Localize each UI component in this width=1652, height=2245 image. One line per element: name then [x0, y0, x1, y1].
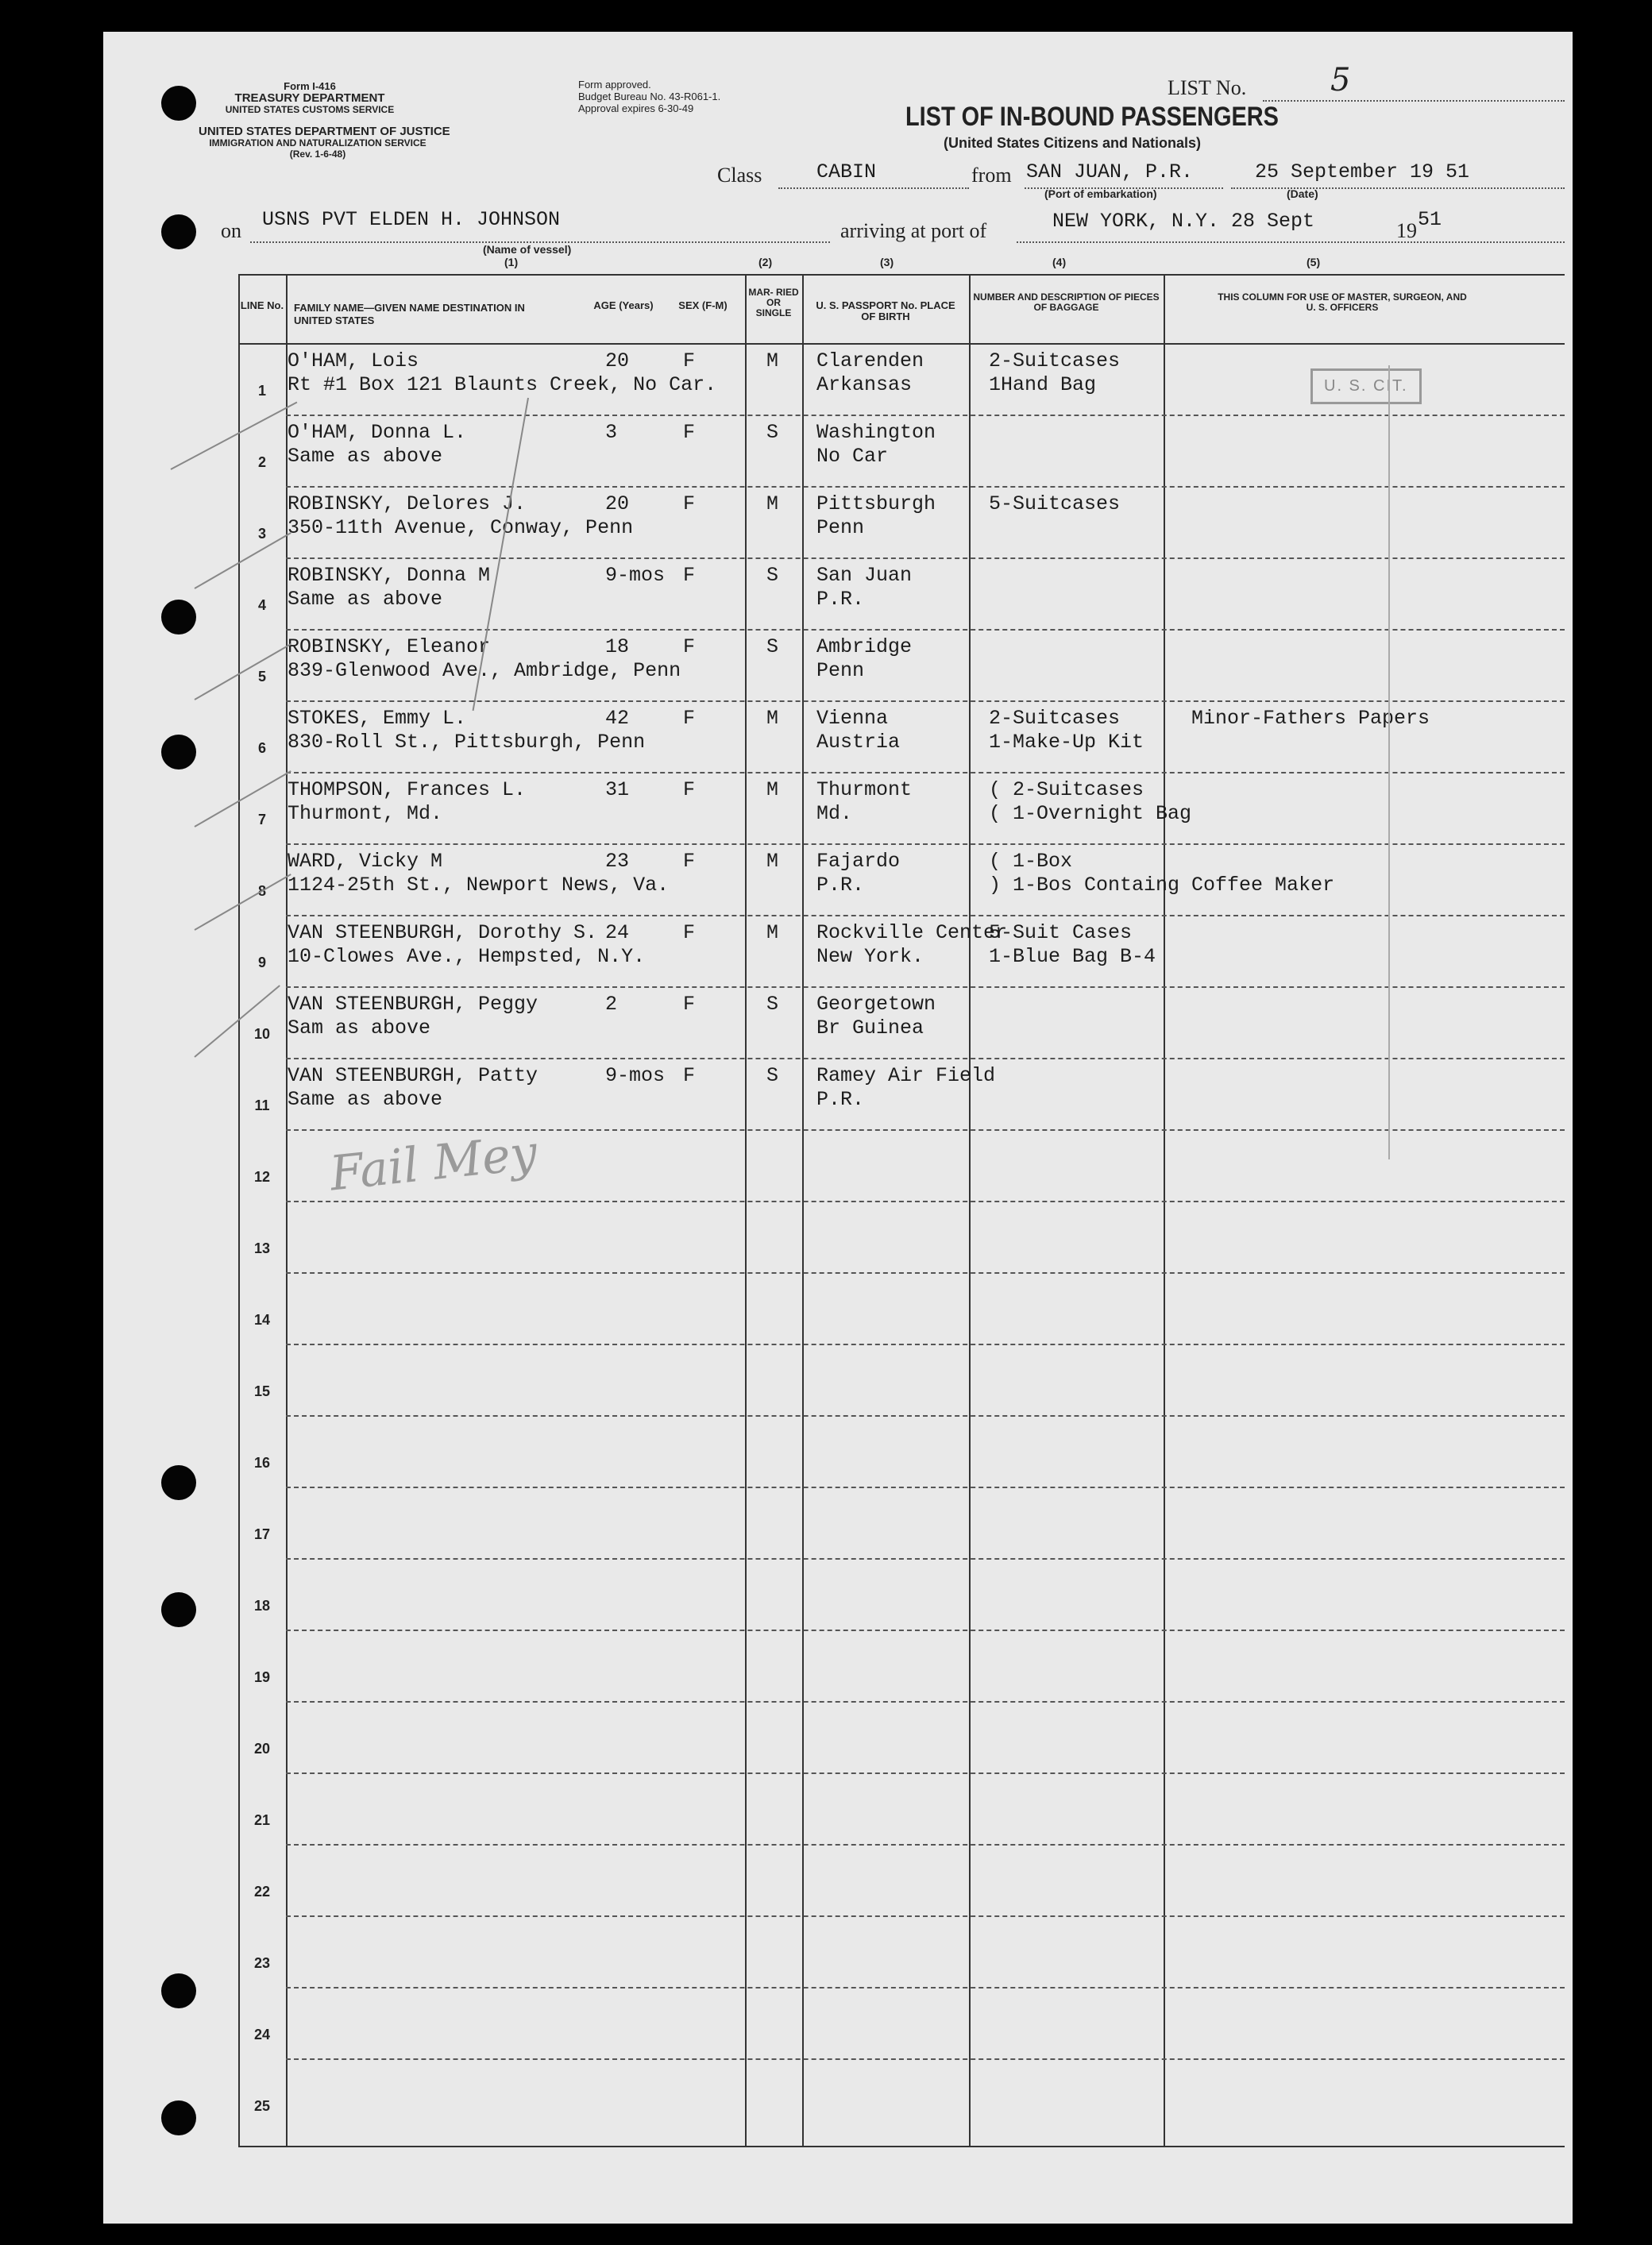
row-separator	[286, 1058, 1565, 1059]
date-caption: (Date)	[1287, 187, 1318, 200]
row-separator	[286, 1201, 1565, 1202]
line-number: 4	[257, 597, 266, 613]
cell-name: ROBINSKY, Eleanor	[288, 635, 491, 658]
row-separator	[286, 1630, 1565, 1631]
cell-ms: M	[766, 707, 779, 730]
col-num-4: (4)	[1052, 256, 1067, 268]
cell-bag1: ( 2-Suitcases	[989, 778, 1144, 801]
cell-sex: F	[683, 635, 696, 658]
cell-birth2: P.R.	[816, 588, 865, 611]
cell-age: 9-mos	[605, 564, 666, 587]
binder-hole	[161, 86, 196, 121]
list-number-line	[1263, 100, 1565, 102]
pencil-check	[194, 985, 280, 1058]
cell-sex: F	[683, 564, 696, 587]
row-separator	[286, 1558, 1565, 1560]
cell-birth2: P.R.	[816, 1088, 865, 1111]
col-header-officers: THIS COLUMN FOR USE OF MASTER, SURGEON, AND U. S. OFFICERS	[1218, 291, 1467, 314]
col-rule	[802, 274, 804, 2146]
cell-ms: M	[766, 778, 779, 801]
page-title: LIST OF IN-BOUND PASSENGERS	[905, 102, 1279, 132]
pencil-vertical-line	[1388, 365, 1390, 1159]
row-separator	[286, 1701, 1565, 1703]
us-cit-stamp: U. S. CIT.	[1310, 368, 1422, 404]
cell-ms: S	[766, 564, 779, 587]
cell-age: 3	[605, 421, 618, 444]
cell-sex: F	[683, 850, 696, 873]
line-number: 22	[253, 1884, 271, 1900]
cell-dest: 1124-25th St., Newport News, Va.	[288, 874, 670, 897]
binder-hole	[161, 600, 196, 635]
list-label: LIST No.	[1168, 76, 1247, 99]
cell-birth1: San Juan	[816, 564, 913, 587]
date-value: 25 September 19 51	[1255, 160, 1470, 183]
cell-sex: F	[683, 921, 696, 944]
binder-hole	[161, 1465, 196, 1500]
col-header-passport: U. S. PASSPORT No. PLACE OF BIRTH	[816, 299, 955, 323]
row-separator	[286, 843, 1565, 845]
row-separator	[286, 557, 1565, 559]
line-number: 25	[253, 2098, 271, 2114]
justice-dept: UNITED STATES DEPARTMENT OF JUSTICE	[199, 125, 450, 138]
binder-hole	[161, 1973, 196, 2008]
customs-service: UNITED STATES CUSTOMS SERVICE	[225, 104, 395, 115]
line-number: 20	[253, 1741, 271, 1757]
cell-birth1: Rockville Center	[816, 921, 1008, 944]
row-separator	[286, 1344, 1565, 1345]
line-number: 1	[257, 383, 266, 399]
cell-dest: Same as above	[288, 588, 443, 611]
cell-birth2: Penn	[816, 516, 865, 539]
col-header-married: MAR- RIED OR SINGLE	[748, 287, 799, 319]
line-number: 12	[253, 1169, 271, 1185]
class-value: CABIN	[816, 160, 877, 183]
class-label: Class	[717, 164, 762, 187]
row-separator	[286, 486, 1565, 488]
cell-name: O'HAM, Lois	[288, 349, 419, 372]
cell-bag2: 1Hand Bag	[989, 373, 1097, 396]
cell-birth1: Ramey Air Field	[816, 1064, 996, 1087]
date-line	[1231, 187, 1565, 189]
col-num-3: (3)	[880, 256, 894, 268]
line-number: 2	[257, 454, 266, 470]
cell-birth1: Fajardo	[816, 850, 901, 873]
row-separator	[286, 986, 1565, 988]
arrival-port: NEW YORK, N.Y. 28 Sept	[1052, 210, 1315, 233]
cell-bag1: 5-Suit Cases	[989, 921, 1133, 944]
line-number: 21	[253, 1812, 271, 1828]
line-number: 19	[253, 1669, 271, 1685]
manifest-page	[103, 32, 1573, 2224]
cell-ms: M	[766, 349, 779, 372]
cell-name: THOMPSON, Frances L.	[288, 778, 527, 801]
cell-bag1: 2-Suitcases	[989, 349, 1121, 372]
cell-age: 20	[605, 492, 630, 515]
line-number: 23	[253, 1955, 271, 1971]
port-caption: (Port of embarkation)	[1044, 187, 1157, 200]
arrival-line	[1017, 241, 1565, 243]
treasury-dept: TREASURY DEPARTMENT	[234, 91, 385, 105]
ins-line: IMMIGRATION AND NATURALIZATION SERVICE	[209, 137, 427, 149]
cell-birth2: Penn	[816, 659, 865, 682]
col-header-sex: SEX (F-M)	[678, 299, 728, 311]
approval-line-1: Form approved.	[578, 79, 651, 91]
cell-sex: F	[683, 421, 696, 444]
cell-bag1: ( 1-Box	[989, 850, 1073, 873]
row-separator	[286, 700, 1565, 702]
cell-birth1: Georgetown	[816, 993, 936, 1016]
col-rule	[745, 274, 747, 2146]
col-num-1: (1)	[504, 256, 519, 268]
line-number: 6	[257, 740, 266, 756]
cell-birth1: Washington	[816, 421, 936, 444]
cell-dest: Same as above	[288, 1088, 443, 1111]
arrival-year: 51	[1418, 208, 1442, 231]
cell-name: VAN STEENBURGH, Dorothy S.	[288, 921, 598, 944]
cell-note: Minor-Fathers Papers	[1191, 707, 1430, 730]
col-num-5: (5)	[1307, 256, 1321, 268]
line-number: 3	[257, 526, 266, 542]
col-rule	[969, 274, 971, 2146]
line-number: 18	[253, 1598, 271, 1614]
form-number: Form I-416	[284, 80, 336, 92]
cell-age: 2	[605, 993, 618, 1016]
col-rule	[1164, 274, 1165, 2146]
cell-dest: 10-Clowes Ave., Hempsted, N.Y.	[288, 945, 646, 968]
line-number: 7	[257, 812, 266, 827]
cell-birth1: Ambridge	[816, 635, 913, 658]
cell-birth2: P.R.	[816, 874, 865, 897]
line-number: 10	[253, 1026, 271, 1042]
signature: Fail Mey	[327, 1124, 540, 1202]
cell-birth2: Arkansas	[816, 373, 913, 396]
row-separator	[286, 1987, 1565, 1988]
cell-ms: M	[766, 921, 779, 944]
row-separator	[286, 772, 1565, 773]
line-number: 17	[253, 1526, 271, 1542]
approval-block	[578, 79, 720, 115]
table-header-border	[238, 343, 1565, 345]
from-value: SAN JUAN, P.R.	[1026, 160, 1194, 183]
cell-name: WARD, Vicky M	[288, 850, 443, 873]
cell-age: 20	[605, 349, 630, 372]
cell-name: O'HAM, Donna L.	[288, 421, 467, 444]
cell-name: VAN STEENBURGH, Patty	[288, 1064, 538, 1087]
line-number: 8	[257, 883, 266, 899]
line-number: 11	[254, 1097, 270, 1113]
col-rule	[286, 274, 288, 2146]
line-number: 13	[253, 1240, 271, 1256]
cell-name: STOKES, Emmy L.	[288, 707, 467, 730]
cell-bag1: 2-Suitcases	[989, 707, 1121, 730]
on-label: on	[221, 219, 241, 242]
row-separator	[286, 1915, 1565, 1917]
cell-sex: F	[683, 778, 696, 801]
cell-dest: 830-Roll St., Pittsburgh, Penn	[288, 731, 646, 754]
page-subtitle: (United States Citizens and Nationals)	[944, 135, 1202, 151]
cell-name: ROBINSKY, Delores J.	[288, 492, 527, 515]
table-top-border	[238, 274, 1565, 276]
cell-ms: M	[766, 492, 779, 515]
row-separator	[286, 1415, 1565, 1417]
cell-sex: F	[683, 349, 696, 372]
cell-age: 23	[605, 850, 630, 873]
cell-ms: S	[766, 635, 779, 658]
line-number: 15	[253, 1383, 271, 1399]
cell-birth1: Vienna	[816, 707, 889, 730]
line-number: 24	[253, 2027, 271, 2042]
arrival-year-prefix: 19	[1396, 219, 1417, 242]
cell-age: 18	[605, 635, 630, 658]
cell-sex: F	[683, 492, 696, 515]
cell-birth2: New York.	[816, 945, 924, 968]
cell-dest: 350-11th Avenue, Conway, Penn	[288, 516, 634, 539]
cell-name: ROBINSKY, Donna M	[288, 564, 491, 587]
binder-hole	[161, 2100, 196, 2135]
cell-bag1: 5-Suitcases	[989, 492, 1121, 515]
col-header-name: FAMILY NAME—GIVEN NAME DESTINATION IN UNITED STATES	[294, 302, 525, 326]
table-bottom-border	[238, 2146, 1565, 2147]
line-number: 5	[257, 669, 266, 685]
cell-ms: S	[766, 1064, 779, 1087]
cell-age: 24	[605, 921, 630, 944]
approval-line-3: Approval expires 6-30-49	[578, 102, 694, 114]
col-num-2: (2)	[758, 256, 773, 268]
cell-dest: Thurmont, Md.	[288, 802, 443, 825]
cell-sex: F	[683, 993, 696, 1016]
cell-ms: S	[766, 993, 779, 1016]
cell-age: 9-mos	[605, 1064, 666, 1087]
cell-bag2: ( 1-Overnight Bag	[989, 802, 1192, 825]
row-separator	[286, 1844, 1565, 1846]
row-separator	[286, 415, 1565, 416]
row-separator	[286, 1487, 1565, 1488]
col-header-baggage: NUMBER AND DESCRIPTION OF PIECES OF BAGGAGE	[973, 291, 1160, 314]
cell-birth2: Md.	[816, 802, 853, 825]
cell-ms: M	[766, 850, 779, 873]
row-separator	[286, 915, 1565, 916]
cell-dest: 839-Glenwood Ave., Ambridge, Penn	[288, 659, 681, 682]
cell-birth1: Pittsburgh	[816, 492, 936, 515]
cell-birth1: Clarenden	[816, 349, 924, 372]
col-header-line: LINE No.	[240, 299, 284, 311]
line-number: 14	[253, 1312, 271, 1328]
col-header-age: AGE (Years)	[593, 299, 654, 311]
cell-age: 31	[605, 778, 630, 801]
cell-bag2: 1-Make-Up Kit	[989, 731, 1144, 754]
cell-sex: F	[683, 707, 696, 730]
cell-name: VAN STEENBURGH, Peggy	[288, 993, 538, 1016]
cell-dest: Sam as above	[288, 1016, 431, 1040]
col-rule	[238, 274, 240, 2146]
cell-birth2: No Car	[816, 445, 889, 468]
class-line	[778, 187, 969, 189]
cell-bag2: 1-Blue Bag B-4	[989, 945, 1156, 968]
cell-birth1: Thurmont	[816, 778, 913, 801]
cell-sex: F	[683, 1064, 696, 1087]
cell-dest: Same as above	[288, 445, 443, 468]
vessel-name: USNS PVT ELDEN H. JOHNSON	[262, 208, 561, 231]
binder-hole	[161, 1592, 196, 1627]
line-number: 16	[253, 1455, 271, 1471]
cell-dest: Rt #1 Box 121 Blaunts Creek, No Car.	[288, 373, 717, 396]
cell-age: 42	[605, 707, 630, 730]
cell-ms: S	[766, 421, 779, 444]
arriving-label: arriving at port of	[840, 219, 987, 242]
list-number: 5	[1330, 62, 1351, 98]
approval-line-2: Budget Bureau No. 43-R061-1.	[578, 90, 721, 102]
pencil-check	[195, 874, 291, 931]
row-separator	[286, 2058, 1565, 2060]
row-separator	[286, 629, 1565, 631]
from-label: from	[971, 164, 1012, 187]
line-number: 9	[257, 955, 266, 970]
row-separator	[286, 1272, 1565, 1274]
binder-hole	[161, 735, 196, 770]
rev-date: (Rev. 1-6-48)	[289, 149, 346, 160]
binder-hole	[161, 214, 196, 249]
row-separator	[286, 1772, 1565, 1774]
vessel-caption: (Name of vessel)	[483, 243, 572, 256]
cell-birth2: Austria	[816, 731, 901, 754]
cell-birth2: Br Guinea	[816, 1016, 924, 1040]
cell-bag2: ) 1-Bos Containg Coffee Maker	[989, 874, 1335, 897]
